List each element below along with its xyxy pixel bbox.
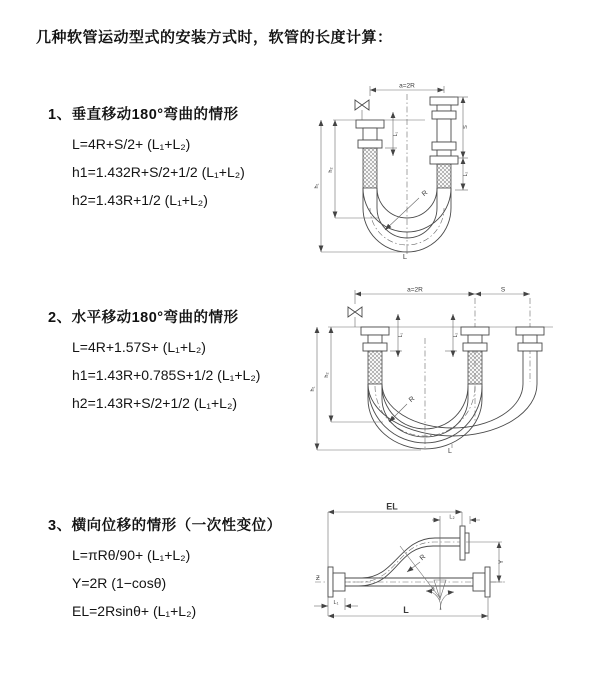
- formula-length: L=4R+1.57S+ (L₁+L₂): [72, 339, 206, 355]
- diagram-3-svg: [300, 498, 600, 645]
- valve-icon: [355, 100, 369, 120]
- formula-h2: h2=1.43R+1/2 (L₁+L₂): [72, 192, 208, 208]
- dimension-el: [328, 502, 462, 617]
- formula-el: EL=2Rsinθ+ (L₁+L₂): [72, 603, 197, 619]
- dim-label-el: EL: [386, 501, 398, 512]
- middle-hose-fitting: [461, 327, 489, 384]
- dim-label-r: R: [407, 395, 417, 405]
- radius-leader: [407, 554, 427, 572]
- formula-h2: h2=1.43R+S/2+1/2 (L₁+L₂): [72, 395, 238, 411]
- radius-leader: [389, 396, 416, 422]
- dimension-s: [475, 287, 530, 295]
- dim-label-l2: L₂: [453, 332, 459, 338]
- dim-label-a2r: a=2R: [407, 286, 423, 294]
- dim-label-r: R: [418, 553, 428, 563]
- dim-label-s: S: [463, 125, 469, 129]
- formula-y: Y=2R (1−cosθ): [72, 575, 167, 591]
- right-hose-fitting: [430, 97, 458, 188]
- diagram-horizontal-180: [303, 282, 600, 454]
- section-1-formulas: [72, 130, 245, 214]
- diagram-lateral-displacement: [300, 498, 600, 645]
- section-2-formulas: [72, 333, 260, 417]
- dimension-l2: [432, 515, 480, 527]
- section-1: [48, 103, 245, 214]
- dim-label-l: L: [402, 252, 408, 260]
- section-1-heading: 1、垂直移动180°弯曲的情形: [48, 107, 239, 123]
- formula-h1: h1=1.43R+0.785S+1/2 (L₁+L₂): [72, 367, 261, 383]
- section-2: [48, 306, 260, 417]
- dim-label-l1: L₁: [333, 600, 339, 606]
- section-3-formulas: [72, 541, 282, 625]
- dimension-l: [328, 598, 488, 620]
- dim-label-r: R: [420, 189, 430, 199]
- valve-icon: [348, 307, 362, 327]
- diagram-1-svg: [305, 78, 570, 260]
- dimension-l1: [314, 598, 358, 610]
- left-hose-fitting: [361, 327, 389, 384]
- dim-label-s: S: [500, 286, 506, 294]
- dimension-h1: [314, 120, 321, 252]
- upper-flange: [460, 526, 469, 560]
- dim-label-l1: L₁: [393, 131, 399, 137]
- dim-label-l1: L₁: [398, 332, 404, 338]
- dimension-a2r: [355, 287, 475, 305]
- dimension-l: [403, 250, 407, 260]
- dimension-s: [463, 97, 469, 158]
- axis-mark: Ƶ: [316, 576, 320, 582]
- dim-label-h2: h₂: [324, 372, 330, 378]
- dim-label-y: Y: [498, 559, 505, 565]
- dimension-a2r: [370, 83, 444, 97]
- dimension-l1: [385, 112, 399, 156]
- dimension-h2: [324, 327, 331, 422]
- left-flange: [328, 567, 345, 597]
- hose-displaced-position: [345, 538, 460, 586]
- right-flange: [473, 567, 490, 597]
- dim-label-l2: L₂: [463, 171, 469, 177]
- dim-label-h2: h₂: [328, 167, 334, 173]
- section-2-heading: 2、水平移动180°弯曲的情形: [48, 310, 239, 326]
- formula-h1: h1=1.432R+S/2+1/2 (L₁+L₂): [72, 164, 245, 180]
- dimension-h2: [328, 120, 335, 218]
- dimension-l1: [390, 314, 404, 357]
- hose-shifted-position: [368, 351, 537, 436]
- formula-length: L=4R+S/2+ (L₁+L₂): [72, 136, 191, 152]
- diagram-vertical-180: [305, 78, 570, 260]
- dimension-l: [448, 444, 452, 454]
- dimension-h1: [310, 327, 317, 450]
- dimension-l2: [445, 314, 459, 357]
- left-hose-fitting: [356, 120, 384, 188]
- dim-label-l2: L₂: [449, 514, 455, 521]
- dim-label-h1: h₁: [314, 183, 320, 189]
- dim-label-l: L: [403, 605, 409, 615]
- section-3-heading: 3、横向位移的情形（一次性变位）: [48, 518, 282, 534]
- dim-label-l: L: [448, 448, 452, 454]
- dim-label-h1: h₁: [310, 386, 316, 392]
- formula-length: L=πRθ/90+ (L₁+L₂): [72, 547, 191, 563]
- dim-label-a2r: a=2R: [399, 82, 415, 90]
- dim-label-theta: θ: [431, 587, 435, 593]
- dimension-l2: [463, 158, 469, 190]
- page-title: 几种软管运动型式的安装方式时，软管的长度计算：: [36, 29, 393, 46]
- diagram-2-svg: [303, 282, 600, 454]
- section-3: [48, 514, 282, 625]
- right-hose-fitting: [516, 327, 544, 351]
